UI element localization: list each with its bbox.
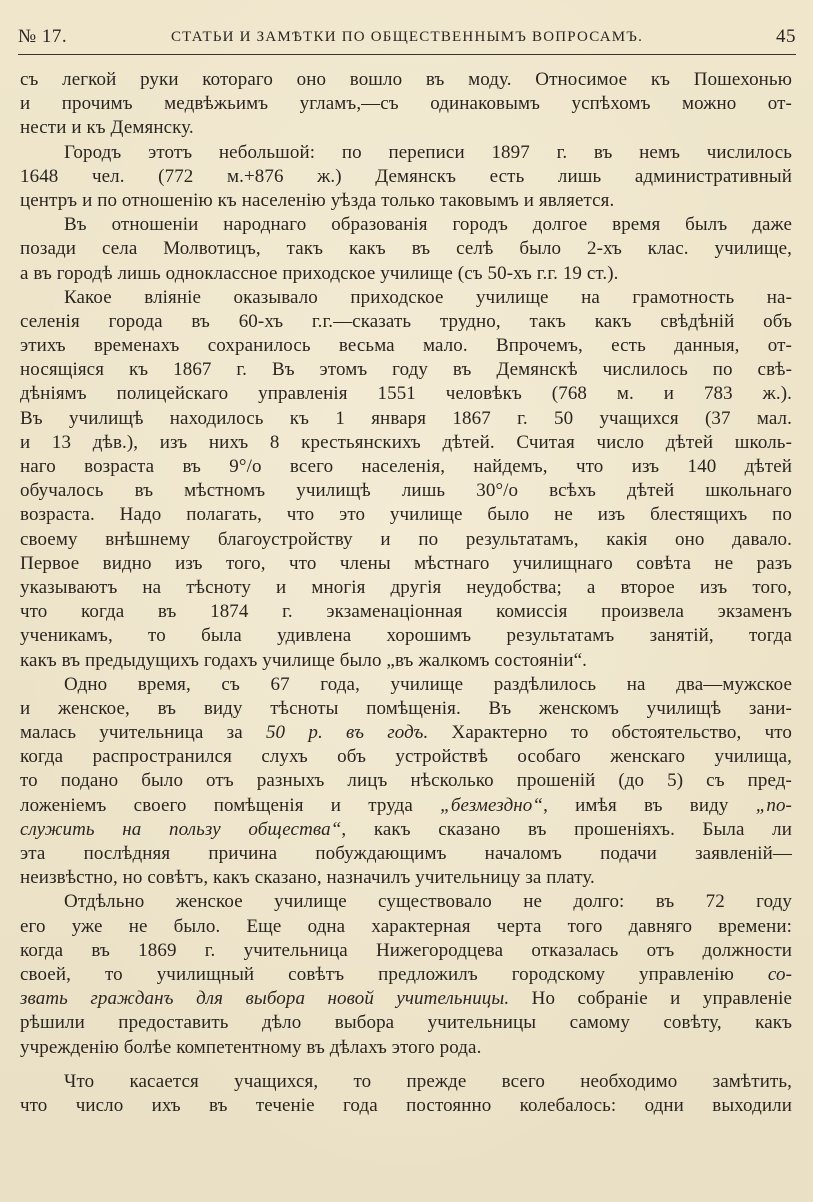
text-line [20,842,792,866]
text-segment: Въ училищѣ находилось къ 1 января 1867 г. 50 учащихся (37 мал. [20,407,792,429]
text-segment: Одно время, съ 67 года, училище раздѣлилось на два—мужское [64,673,792,695]
text-line [20,721,792,745]
text-segment: центръ и по отношенію къ населенію уѣзда только таковымъ и является. [20,189,615,211]
text-line [20,431,792,455]
text-segment: а въ городѣ лишь одноклассное приходское училище (съ 50-хъ г.г. 19 ст.). [20,262,619,284]
text-line [20,165,792,189]
text-line [20,189,792,213]
text-segment: носящіяся къ 1867 г. Въ этомъ году въ Демянскѣ числилось по свѣ- [20,359,792,381]
text-segment: ученикамъ, то была удивлена хорошимъ результатамъ занятій, тогда [20,625,792,647]
text-segment: нести и къ Демянску. [20,117,194,139]
text-line [20,528,792,552]
paragraph [20,213,792,286]
text-line [20,769,792,793]
text-segment: что когда въ 1874 г. экзаменаціонная комиссія произвела экзаменъ [20,601,792,623]
text-line [20,963,792,987]
text-line [20,407,792,431]
text-line [20,237,792,261]
text-segment: своей, то училищный совѣтъ предложилъ городскому управленію [20,963,768,985]
text-line [20,334,792,358]
text-segment: Въ отношеніи народнаго образованія городъ долгое время былъ даже [64,214,792,236]
article-body [20,68,792,1118]
text-segment: и 13 дѣв.), изъ нихъ 8 крестьянскихъ дѣтей. Считая число дѣтей школь- [20,431,792,453]
running-header [18,20,796,55]
text-line [20,1036,792,1060]
text-segment: малась учительница за [20,722,266,744]
text-segment: , имѣя въ виду [543,794,756,816]
italic-text: со- [767,963,792,985]
text-line [20,890,792,914]
text-segment: наго возраста въ 9°/о всего населенія, найдемъ, что изъ 140 дѣтей [20,456,792,477]
italic-text: 50 р. въ годъ. [265,722,429,744]
italic-text: „безмездно“ [440,794,544,816]
text-segment: учрежденію болѣе компетентному въ дѣлахъ этого рода. [20,1036,482,1058]
text-segment: позади села Молвотицъ, такъ какъ въ селѣ было 2-хъ клас. училище, [20,238,792,260]
issue-number: № 17. [18,26,68,47]
section-title: СТАТЬИ И ЗАМѢТКИ ПО ОБЩЕСТВЕННЫМЪ ВОПРОСАМЪ. [170,29,644,45]
text-line [20,915,792,939]
text-segment: Какое вліяніе оказывало приходское училище на грамотность на- [64,286,792,308]
text-line [20,92,792,116]
paragraph [20,286,792,673]
text-line [20,286,792,310]
text-line [20,1094,792,1118]
text-segment: , какъ сказано въ прошеніяхъ. Была ли [341,818,792,840]
text-segment: когда распространился слухъ объ устройствѣ особаго женскаго училища, [20,746,792,768]
text-line [20,141,792,165]
text-segment: возраста. Надо полагать, что это училище было не изъ блестящихъ по [20,504,792,526]
text-line [20,649,792,673]
text-line [20,358,792,382]
text-line [20,1070,792,1094]
text-segment: когда въ 1869 г. учительница Нижегородцева отказалась отъ должности [20,939,792,961]
text-line [20,1011,792,1035]
text-segment: его уже не было. Еще одна характерная черта того давняго времени: [20,915,792,937]
text-line [20,310,792,334]
text-line [20,624,792,648]
text-segment: и прочимъ медвѣжьимъ угламъ,—съ одинаковымъ успѣхомъ можно от- [20,93,792,115]
text-line [20,262,792,286]
text-segment: своему внѣшнему благоустройству и по результатамъ, какія оно давало. [20,528,792,550]
text-segment: неизвѣстно, но совѣтъ, какъ сказано, назначилъ учительницу за плату. [20,867,595,889]
paragraph [20,68,792,141]
text-line [20,673,792,697]
italic-text: служить на пользу общества“ [20,818,342,840]
text-segment: Но собраніе и управленіе [509,988,792,1010]
text-segment: обучалось въ мѣстномъ училищѣ лишь 30°/о всѣхъ дѣтей школьнаго [20,480,792,502]
text-line [20,987,792,1011]
paragraph [20,673,792,891]
text-segment: Характерно то обстоятельство, что [428,722,792,744]
text-segment: эта послѣдняя причина побуждающимъ началомъ подачи заявленій— [20,843,792,864]
text-line [20,382,792,406]
text-segment: Городъ этотъ небольшой: по переписи 1897 г. въ немъ числилось [64,141,792,163]
italic-text: звать гражданъ для выбора новой учительницы. [20,988,510,1010]
text-line [20,600,792,624]
text-segment: ложеніемъ своего помѣщенія и труда [20,794,441,816]
text-segment: и женское, въ виду тѣсноты помѣщенія. Въ женскомъ училищѣ зани- [20,697,792,719]
text-line [20,576,792,600]
italic-text: „по- [755,794,792,816]
text-segment: этихъ временахъ сохранилось весьма мало. Впрочемъ, есть данныя, от- [20,335,792,357]
text-line [20,697,792,721]
text-line [20,503,792,527]
text-segment: рѣшили предоставить дѣло выбора учительницы самому совѣту, какъ [20,1012,792,1034]
text-line [20,939,792,963]
text-segment: какъ въ предыдущихъ годахъ училище было „въ жалкомъ состояніи“. [20,649,588,671]
text-segment: дѣніямъ полицейскаго управленія 1551 человѣкъ (768 м. и 783 ж.). [20,383,792,405]
text-segment: селенія города въ 60-хъ г.г.—сказать трудно, такъ какъ свѣдѣній объ [20,310,792,332]
paragraph [20,1070,792,1118]
text-line [20,745,792,769]
text-line [20,794,792,818]
text-segment: съ легкой руки котораго оно вошло въ моду. Относимое къ Пошехонью [20,69,792,90]
text-line [20,866,792,890]
text-line [20,818,792,842]
text-line [20,116,792,140]
text-segment: то подано было отъ разныхъ лицъ нѣсколько прошеній (до 5) съ пред- [20,770,792,792]
text-line [20,68,792,92]
paragraph [20,141,792,214]
text-segment: 1648 чел. (772 м.+876 ж.) Демянскъ есть лишь административный [20,165,792,187]
text-line [20,213,792,237]
text-segment: Что касается учащихся, то прежде всего необходимо замѣтить, [64,1070,792,1092]
text-segment: указываютъ на тѣсноту и многія другія неудобства; а второе изъ того, [20,576,792,598]
text-segment: Первое видно изъ того, что члены мѣстнаго училищнаго совѣта не разъ [20,552,792,574]
text-segment: что число ихъ въ теченіе года постоянно колебалось: одни выходили [20,1094,792,1116]
text-line [20,479,792,503]
page-number: 45 [776,26,796,47]
text-line [20,455,792,479]
text-segment: Отдѣльно женское училище существовало не долго: въ 72 году [64,891,792,913]
paragraph [20,890,792,1059]
text-line [20,552,792,576]
